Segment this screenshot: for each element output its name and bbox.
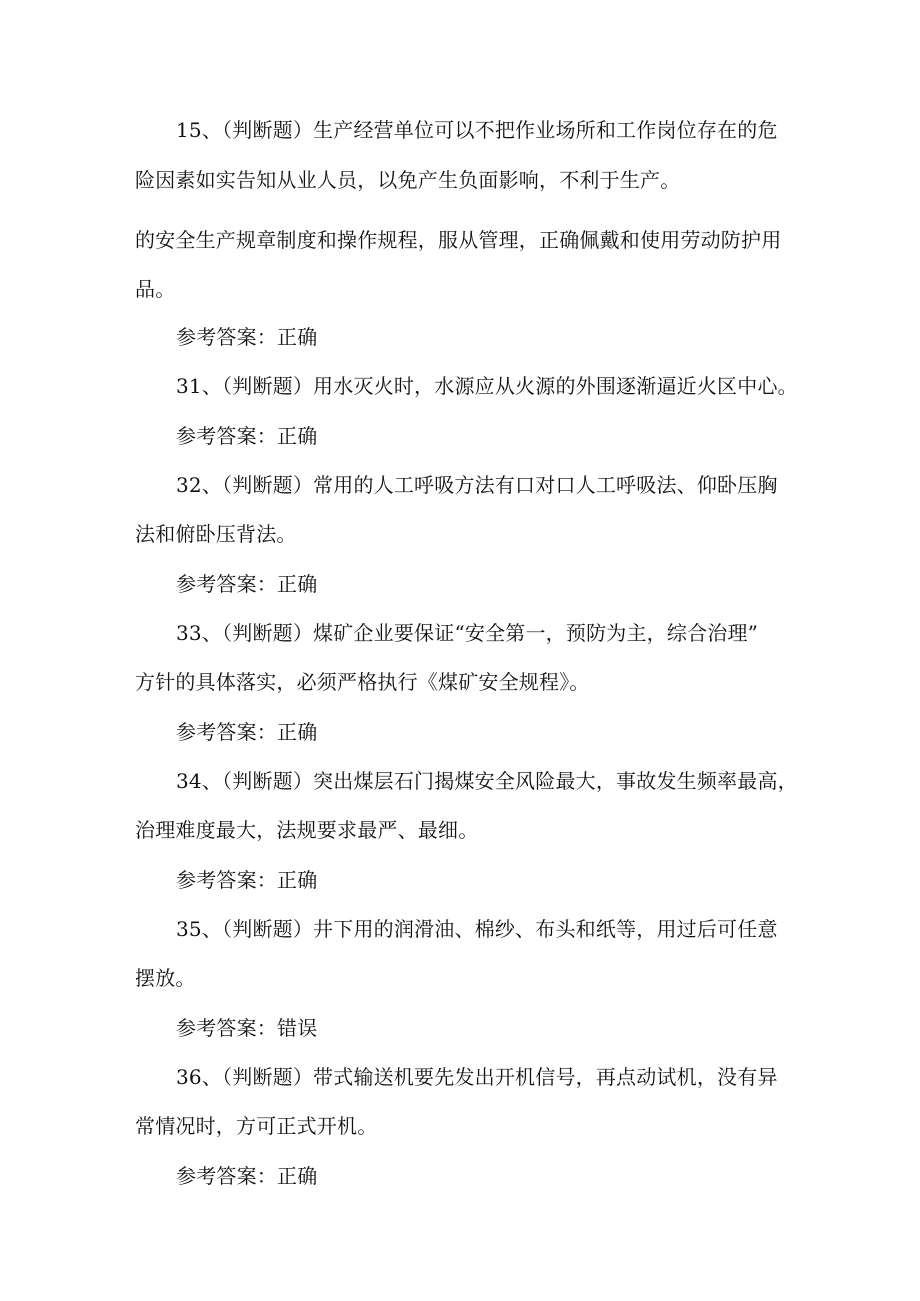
question-32-line-1: 32、（判断题）常用的人工呼吸方法有口对口人工呼吸法、仰卧压胸 [176, 473, 778, 497]
answer-line: 参考答案：正确 [176, 720, 318, 744]
fragment-line-2: 品。 [135, 277, 176, 301]
question-33-line-2: 方针的具体落实，必须严格执行《煤矿安全规程》。 [135, 670, 590, 694]
question-36-line-1: 36、（判断题）带式输送机要先发出开机信号，再点动试机，没有异 [176, 1065, 778, 1089]
answer-line: 参考答案：正确 [176, 1164, 318, 1188]
question-32-line-2: 法和俯卧压背法。 [135, 522, 297, 546]
answer-line: 参考答案：正确 [176, 424, 318, 448]
question-35-line-2: 摆放。 [135, 966, 196, 990]
question-34-line-1: 34、（判断题）突出煤层石门揭煤安全风险最大，事故发生频率最高， [176, 769, 798, 793]
answer-line: 参考答案：正确 [176, 325, 318, 349]
fragment-line-1: 的安全生产规章制度和操作规程，服从管理，正确佩戴和使用劳动防护用 [135, 228, 782, 252]
question-35-line-1: 35、（判断题）井下用的润滑油、棉纱、布头和纸等，用过后可任意 [176, 917, 778, 941]
answer-line: 参考答案：正确 [176, 572, 318, 596]
answer-line: 参考答案：错误 [176, 1016, 318, 1040]
question-15-line-1: 15、（判断题）生产经营单位可以不把作业场所和工作岗位存在的危 [176, 118, 778, 142]
question-15-line-2: 险因素如实告知从业人员，以免产生负面影响，不利于生产。 [135, 168, 681, 192]
question-36-line-2: 常情况时，方可正式开机。 [135, 1114, 378, 1138]
answer-line: 参考答案：正确 [176, 868, 318, 892]
question-31-line-1: 31、（判断题）用水灭火时，水源应从火源的外围逐渐逼近火区中心。 [176, 374, 798, 398]
question-33-line-1: 33、（判断题）煤矿企业要保证“安全第一，预防为主，综合治理” [176, 621, 759, 645]
question-34-line-2: 治理难度最大，法规要求最严、最细。 [135, 818, 479, 842]
